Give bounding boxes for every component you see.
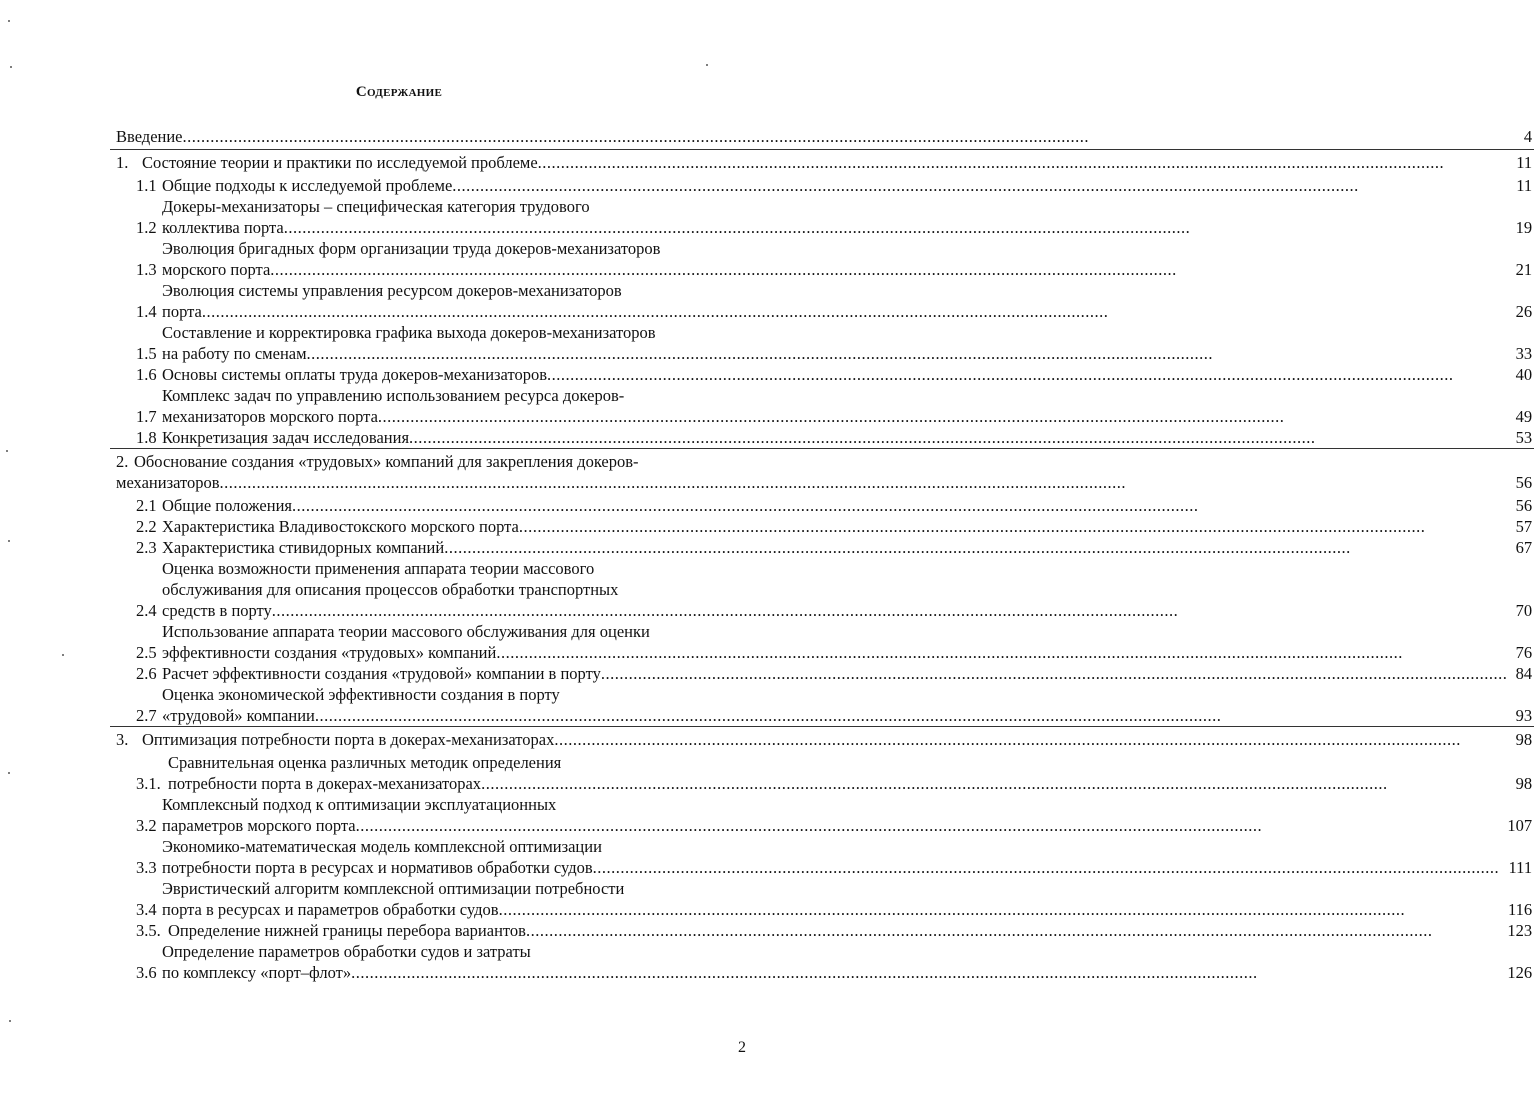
toc-entry <box>110 727 1534 753</box>
scan-speck <box>62 654 64 656</box>
dot-leader <box>356 815 1508 836</box>
toc-entry-text: «трудовой» компании <box>162 706 315 725</box>
toc-entry-text: порта <box>162 302 202 321</box>
dot-leader <box>519 516 1507 537</box>
dot-leader <box>315 705 1507 726</box>
toc-entry-text: морского порта <box>162 260 271 279</box>
toc-entry-page: 98 <box>1515 774 1533 793</box>
toc-entry-number: 1.1 <box>136 176 157 195</box>
toc-entry <box>110 280 1534 322</box>
toc-entry-number: 1.6 <box>136 365 157 384</box>
toc-entry <box>110 364 1534 385</box>
scan-speck <box>8 540 10 542</box>
toc-entry-number: 1.3 <box>136 260 157 279</box>
toc-entry <box>110 878 1534 920</box>
dot-leader <box>593 857 1508 878</box>
toc-entry <box>110 124 1534 150</box>
toc-entry-text: Сравнительная оценка различных методик определения <box>168 753 562 772</box>
toc-entry <box>110 621 1534 663</box>
toc-entry-page: 4 <box>1523 127 1533 146</box>
toc-entry-number: 1.4 <box>136 302 157 321</box>
page-number: 2 <box>738 1039 746 1056</box>
toc-entry-text: Экономико-математическая модель комплексной оптимизации <box>162 837 602 856</box>
toc-entry-text: Определение нижней границы перебора вариантов <box>168 921 526 940</box>
toc-entry-text: Оптимизация потребности порта в докерах-механизаторах <box>142 730 555 749</box>
toc-entry-page: 26 <box>1515 302 1533 321</box>
toc-entry-page: 107 <box>1507 816 1533 835</box>
dot-leader <box>220 472 1508 493</box>
toc-entry-text: Состояние теории и практики по исследуемой проблеме <box>142 153 538 172</box>
toc-entry-text: Общие положения <box>162 496 292 515</box>
toc-entry-text: Докеры-механизаторы – специфическая категория трудового <box>162 197 590 216</box>
toc-entry <box>110 941 1534 983</box>
toc-entry-number: 1.7 <box>136 407 157 426</box>
toc-entry-number: 3.5. <box>136 921 161 940</box>
toc-entry-page: 111 <box>1508 858 1533 877</box>
dot-leader <box>272 600 1508 621</box>
dot-leader <box>351 962 1507 983</box>
toc-entry <box>110 427 1534 449</box>
toc-entry-text: Обоснование создания «трудовых» компаний для закрепления докеров- <box>134 452 639 471</box>
dot-leader <box>547 364 1507 385</box>
dot-leader <box>496 642 1507 663</box>
toc-entry-number: 2.7 <box>136 706 157 725</box>
toc-entry-text: Эволюция системы управления ресурсом докеров-механизаторов <box>162 281 622 300</box>
scan-speck <box>8 20 10 22</box>
toc-entry <box>110 495 1534 516</box>
toc-entry-page: 56 <box>1515 496 1533 515</box>
table-of-contents <box>110 124 1534 983</box>
toc-entry-page: 76 <box>1515 643 1533 662</box>
dot-leader <box>409 427 1507 448</box>
toc-entry-text: потребности порта в ресурсах и нормативов обработки судов <box>162 858 593 877</box>
dot-leader <box>292 495 1507 516</box>
toc-entry <box>110 150 1534 176</box>
toc-entry <box>110 322 1534 364</box>
toc-entry-number: 2.6 <box>136 664 157 683</box>
toc-entry <box>110 684 1534 727</box>
dot-leader <box>444 537 1507 558</box>
toc-entry-number: 2.5 <box>136 643 157 662</box>
toc-entry-text: Составление и корректировка графика выхода докеров-механизаторов <box>162 323 656 342</box>
toc-entry-text: Введение <box>116 127 183 146</box>
dot-leader <box>307 343 1508 364</box>
scan-speck <box>8 772 10 774</box>
toc-title: Содержание <box>355 84 443 100</box>
toc-entry-page: 67 <box>1515 538 1533 557</box>
toc-entry-text: по комплексу «порт–флот» <box>162 963 352 982</box>
dot-leader <box>202 301 1507 322</box>
toc-entry-number: 1.8 <box>136 428 157 447</box>
toc-entry-number: 1.2 <box>136 218 157 237</box>
toc-entry-page: 11 <box>1507 150 1534 176</box>
toc-entry <box>110 794 1534 836</box>
toc-entry-text: эффективности создания «трудовых» компаний <box>162 643 497 662</box>
toc-entry-text: параметров морского порта <box>162 816 356 835</box>
toc-entry-text: Оценка возможности применения аппарата теории массового <box>162 559 595 578</box>
toc-entry-text: Характеристика Владивостокского морского порта <box>162 517 519 536</box>
toc-entry-page: 116 <box>1507 900 1533 919</box>
toc-entry-text: Эволюция бригадных форм организации труда докеров-механизаторов <box>162 239 661 258</box>
toc-entry-page: 57 <box>1515 517 1533 536</box>
toc-entry-number: 1.5 <box>136 344 157 363</box>
toc-entry-text: механизаторов морского порта <box>162 407 378 426</box>
scan-speck <box>10 66 12 68</box>
toc-entry-number: 3.1. <box>136 774 161 793</box>
toc-entry <box>110 516 1534 537</box>
toc-entry-page: 93 <box>1515 706 1533 725</box>
toc-entry-text: на работу по сменам <box>162 344 307 363</box>
toc-entry-text: Характеристика стивидорных компаний <box>162 538 445 557</box>
dot-leader <box>499 899 1508 920</box>
toc-entry-text: обслуживания для описания процессов обработки транспортных <box>162 580 619 599</box>
toc-entry-page: 56 <box>1507 449 1534 496</box>
toc-entry-number: 2.4 <box>136 601 157 620</box>
toc-entry-text: коллектива порта <box>162 218 284 237</box>
toc-entry-text: порта в ресурсах и параметров обработки судов <box>162 900 499 919</box>
toc-entry-page: 33 <box>1515 344 1533 363</box>
toc-entry-page: 123 <box>1507 921 1533 940</box>
toc-entry <box>110 558 1534 621</box>
toc-entry-number: 3.2 <box>136 816 157 835</box>
toc-entry <box>110 537 1534 558</box>
toc-entry-text: Комплекс задач по управлению использованием ресурса докеров- <box>162 386 625 405</box>
dot-leader <box>601 663 1508 684</box>
dot-leader <box>481 773 1507 794</box>
toc-entry-number: 2.1 <box>136 496 157 515</box>
toc-entry <box>110 385 1534 427</box>
toc-entry-page: 98 <box>1507 727 1534 753</box>
toc-entry-text: потребности порта в докерах-механизаторах <box>168 774 482 793</box>
toc-entry-text: Основы системы оплаты труда докеров-механизаторов <box>162 365 547 384</box>
toc-entry-page: 19 <box>1515 218 1533 237</box>
toc-entry-page: 70 <box>1515 601 1533 620</box>
scan-speck <box>706 64 708 66</box>
toc-entry-number: 2.3 <box>136 538 157 557</box>
toc-entry-page: 49 <box>1515 407 1533 426</box>
toc-entry-text: Комплексный подход к оптимизации эксплуатационных <box>162 795 557 814</box>
toc-entry <box>110 238 1534 280</box>
toc-entry <box>110 449 1534 496</box>
toc-entry <box>110 196 1534 238</box>
toc-entry-text: Определение параметров обработки судов и затраты <box>162 942 531 961</box>
toc-entry-number: 3.3 <box>136 858 157 877</box>
toc-entry-text: Конкретизация задач исследования <box>162 428 410 447</box>
toc-entry-number: 2.2 <box>136 517 157 536</box>
toc-entry-number: 2. <box>116 452 129 471</box>
toc-entry-text: Эвристический алгоритм комплексной оптимизации потребности <box>162 879 625 898</box>
toc-entry-text: Общие подходы к исследуемой проблеме <box>162 176 453 195</box>
toc-entry-number: 3. <box>116 730 129 749</box>
dot-leader <box>378 406 1507 427</box>
toc-entry-number: 3.4 <box>136 900 157 919</box>
toc-entry-text: механизаторов <box>116 473 220 492</box>
toc-entry-page: 84 <box>1515 664 1533 683</box>
scan-speck <box>9 1020 11 1022</box>
dot-leader <box>526 920 1507 941</box>
dot-leader <box>452 175 1507 196</box>
dot-leader <box>183 126 1508 147</box>
dot-leader <box>554 729 1507 750</box>
toc-entry <box>110 663 1534 684</box>
toc-entry-text: Использование аппарата теории массового обслуживания для оценки <box>162 622 650 641</box>
toc-entry-text: Оценка экономической эффективности создания в порту <box>162 685 560 704</box>
toc-entry <box>110 175 1534 196</box>
toc-entry-number: 3.6 <box>136 963 157 982</box>
toc-entry-page: 21 <box>1515 260 1533 279</box>
dot-leader <box>284 217 1508 238</box>
toc-entry <box>110 920 1534 941</box>
toc-entry-page: 53 <box>1515 428 1533 447</box>
dot-leader <box>538 152 1508 173</box>
toc-entry-page: 40 <box>1515 365 1533 384</box>
toc-entry-text: Расчет эффективности создания «трудовой» компании в порту <box>162 664 601 683</box>
toc-entry-page: 126 <box>1507 963 1533 982</box>
toc-entry-number: 1. <box>116 153 129 172</box>
dot-leader <box>270 259 1507 280</box>
scan-speck <box>6 450 8 452</box>
toc-entry <box>110 752 1534 794</box>
toc-entry-text: средств в порту <box>162 601 272 620</box>
toc-entry <box>110 836 1534 878</box>
toc-entry-page: 11 <box>1516 176 1533 195</box>
